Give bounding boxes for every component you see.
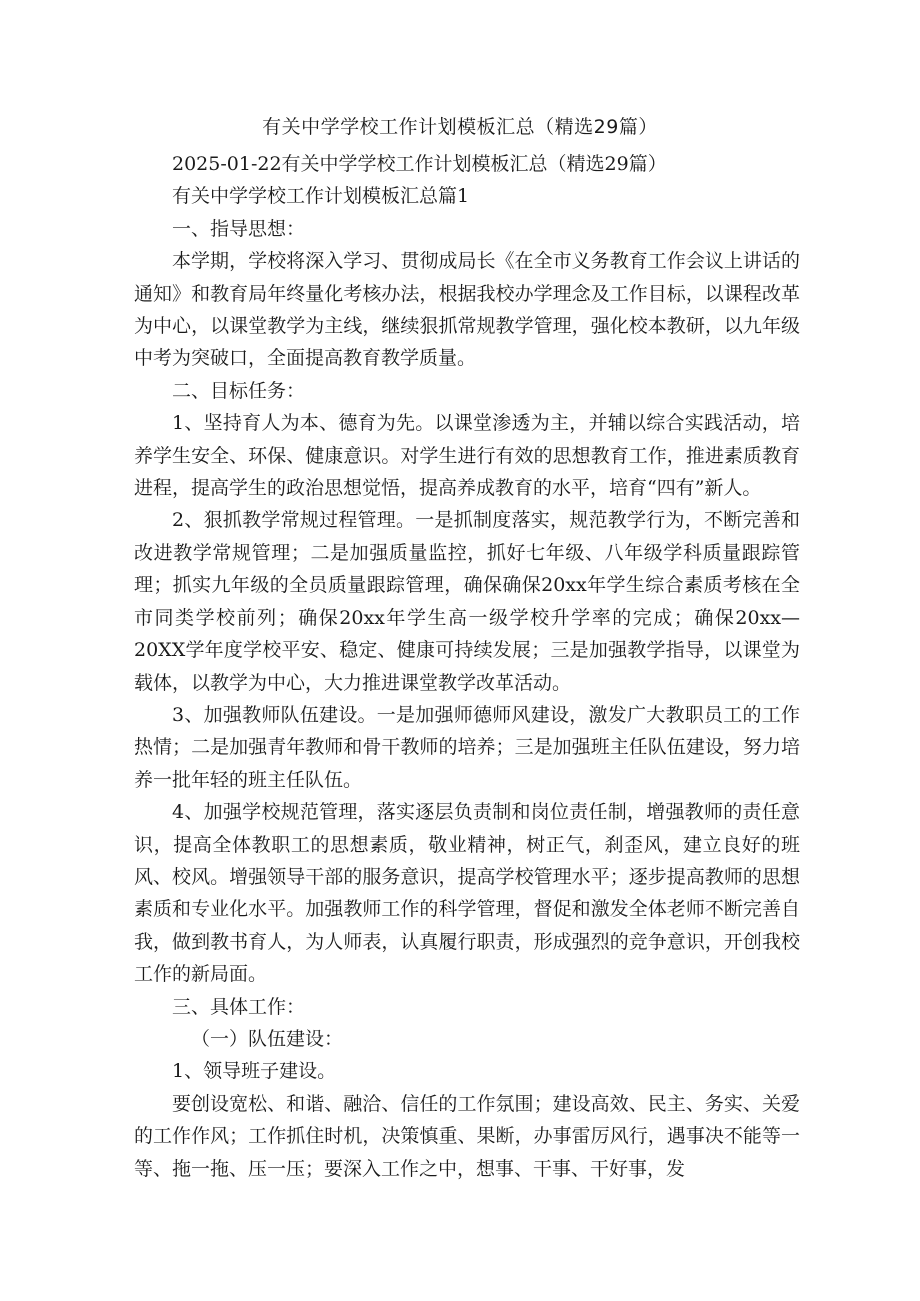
section-heading: 有关中学学校工作计划模板汇总篇1	[172, 185, 470, 208]
paragraph: 1、坚持育人为本、德育为先。以课堂渗透为主，并辅以综合实践活动，培养学生安全、环保、健康意识。对学生进行有效的思想教育工作，推进素质教育进程，提高学生的政治思想觉悟，提高养成教育的水平，培育“四有”新人。	[134, 412, 800, 500]
paragraph: 2、狠抓教学常规过程管理。一是抓制度落实，规范教学行为，不断完善和改进教学常规管理；二是加强质量监控，抓好七年级、八年级学科质量跟踪管理；抓实九年级的全员质量跟踪管理，确保确保20xx年学生综合素质考核在全市同类学校前列；确保20xx年学生高一级学校升学率的完成；确保20xx—20XX学年度学校平安、稳定、健康可持续发展；三是加强教学指导，以课堂为载体，以教学为中心，大力推进课堂教学改革活动。	[134, 509, 800, 694]
subheading-leadership: 1、领导班子建设。	[172, 1060, 337, 1083]
paragraph: 要创设宽松、和谐、融洽、信任的工作氛围；建设高效、民主、务实、关爱的工作作风；工作抓住时机，决策慎重、果断，办事雷厉风行，遇事决不能等一等、拖一拖、压一压；要深入工作之中，想事、干事、干好事，发	[134, 1092, 800, 1180]
document-body	[134, 148, 800, 1185]
subheading-team-building: （一）队伍建设：	[191, 1027, 344, 1050]
paragraph: 3、加强教师队伍建设。一是加强师德师风建设，激发广大教职员工的工作热情；二是加强青年教师和骨干教师的培养；三是加强班主任队伍建设，努力培养一批年轻的班主任队伍。	[134, 703, 800, 791]
paragraph: 4、加强学校规范管理，落实逐层负责制和岗位责任制，增强教师的责任意识，提高全体教职工的思想素质，敬业精神，树正气，刹歪风，建立良好的班风、校风。增强领导干部的服务意识，提高学校管理水平；逐步提高教师的思想素质和专业化水平。加强教师工作的科学管理，督促和激发全体老师不断完善自我，做到教书育人，为人师表，认真履行职责，形成强烈的竞争意识，开创我校工作的新局面。	[134, 801, 800, 986]
heading-specific-work: 三、具体工作：	[172, 995, 306, 1018]
heading-guiding-thought: 一、指导思想：	[172, 217, 306, 240]
document-title: 有关中学学校工作计划模板汇总（精选29篇）	[262, 116, 658, 138]
paragraph: 本学期，学校将深入学习、贯彻成局长《在全市义务教育工作会议上讲话的通知》和教育局年终量化考核办法，根据我校办学理念及工作目标，以课程改革为中心，以课堂教学为主线，继续狠抓常规教学管理，强化校本教研，以九年级中考为突破口，全面提高教育教学质量。	[134, 250, 800, 370]
heading-goals: 二、目标任务：	[172, 379, 306, 402]
date-line: 2025-01-22有关中学学校工作计划模板汇总（精选29篇）	[172, 153, 667, 175]
